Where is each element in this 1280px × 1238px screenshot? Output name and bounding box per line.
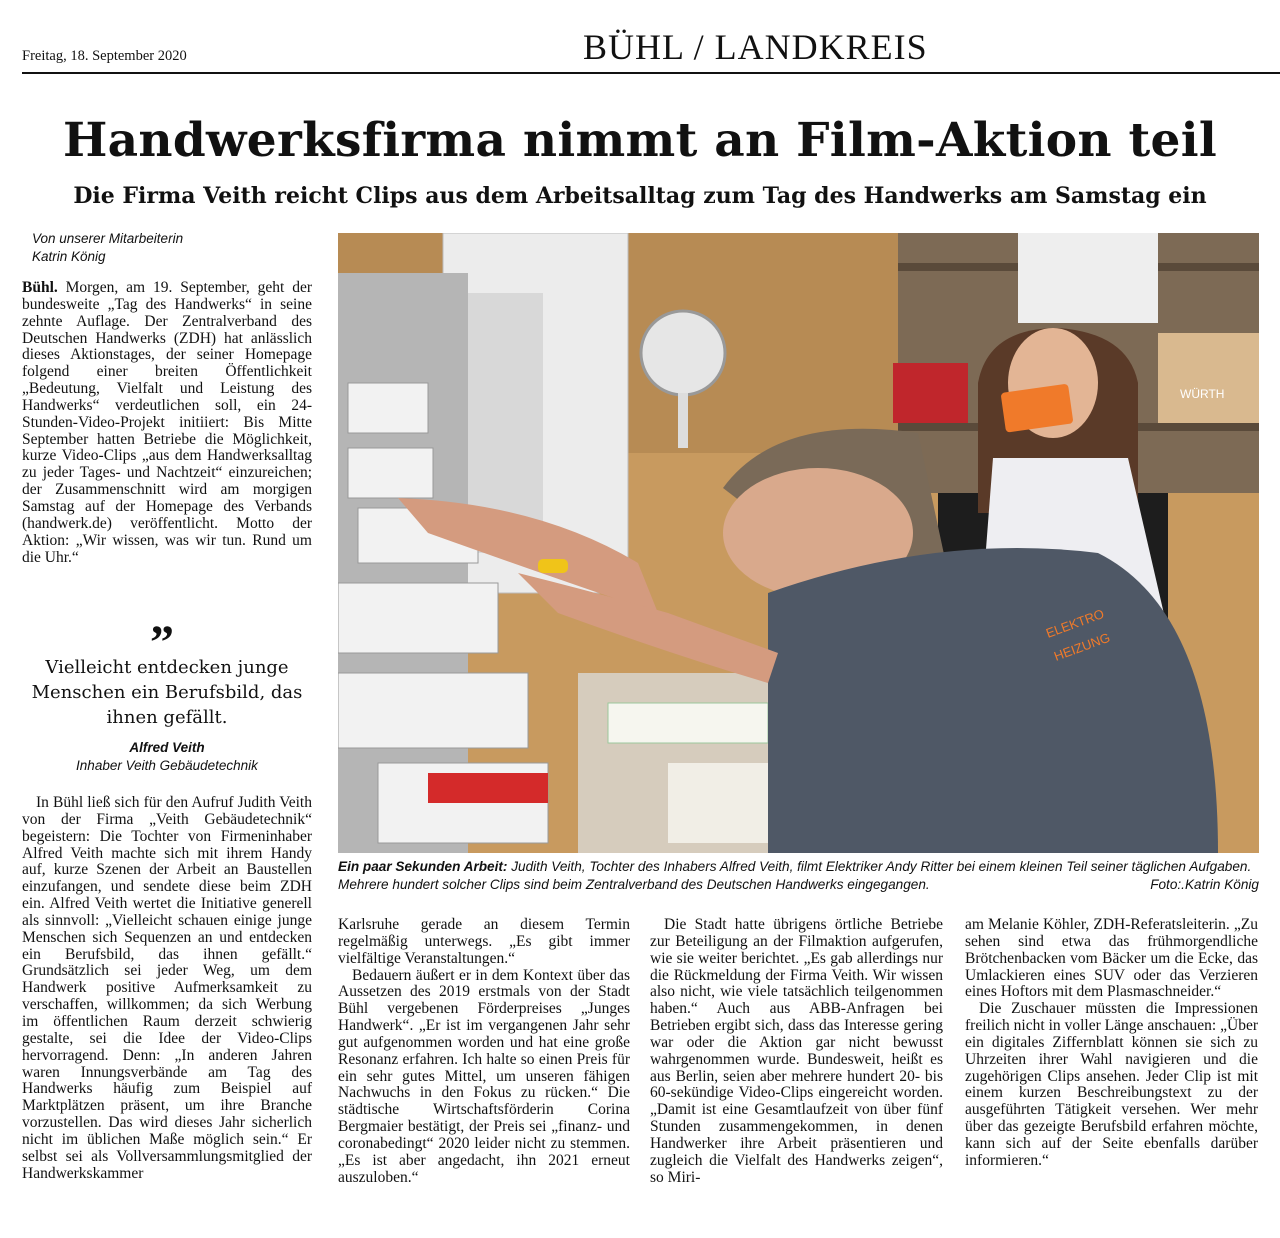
paragraph: Karlsruhe gerade an diesem Termin regelmäßig unterwegs. „Es gibt immer vielfältige Veranstaltungen.“ <box>338 916 630 967</box>
column-2 <box>338 917 630 1187</box>
paragraph: Die Zuschauer müssten die Impressionen freilich nicht in voller Länge anschauen: „Über ein digitales Ziffernblatt können sie sich zu Uhrzeiten ihrer Wahl navigieren und die zugehörigen Clips ansehen. Jeder Clip ist mit einem kurzen Beschreibungstext zu der ausgeführten Tätigkeit versehen. Wer mehr über das gezeigte Berufsbild erfahren möchte, kann sich auf der Seite ebenfalls darüber informieren.“ <box>965 1000 1258 1169</box>
quote-author-role: Inhaber Veith Gebäudetechnik <box>76 758 258 773</box>
caption-text: Judith Veith, Tochter des Inhabers Alfred Veith, filmt Elektriker Andy Ritter bei einem kleinen Teil seiner täglichen Aufgaben. Mehrere hundert solcher Clips sind beim Zentralverband des Deutschen Handwerks eingegangen. <box>338 859 1252 892</box>
subheadline: Die Firma Veith reicht Clips aus dem Arbeitsalltag zum Tag des Handwerks am Samstag ein <box>73 183 1207 209</box>
red-box <box>893 363 968 423</box>
byline-author: Katrin König <box>32 249 106 264</box>
column-4 <box>965 917 1258 1170</box>
paragraph: Bedauern äußert er in dem Kontext über das Aussetzen des 2019 erstmals von der Stadt Bühl vergebenen Förderpreises „Junges Handwerk“. „Er ist im vergangenen Jahr sehr gut aufgenommen worden und hat eine große Resonanz erfahren. Ich halte so einen Preis für ein sehr gutes Mittel, um unseren fähigen Nachwuchs in den Fokus zu rücken.“ Die städtische Wirtschaftsförderin Corina Bergmaier bestätigt, der Preis sei „finanz- und coronabedingt“ 2020 leider nicht zu stemmen. „Es ist aber angedacht, ihn 2021 erneut auszuloben.“ <box>338 966 630 1186</box>
fan-icon <box>641 311 725 395</box>
byline-role: Von unserer Mitarbeiterin <box>32 231 184 246</box>
paragraph: In Bühl ließ sich für den Aufruf Judith Veith von der Firma „Veith Gebäudetechnik“ begeistern: Die Tochter von Firmeninhaber Alfred Veith machte sich mit ihrem Handy auf, kurze Szenen der Arbeit an Baustellen einzufangen, und sendete diese beim ZDH ein. Alfred Veith wertet die Initiative generell als sinnvoll: „Vielleicht schauen einige junge Menschen sich Sequenzen an und entdecken ein Berufsbild, das ihnen gefällt.“ Grundsätzlich sei jeder Weg, um dem Handwerk positive Aufmerksamkeit zu verschaffen, willkommen; da sich Werbung im öffentlichen Raum derzeit schwierig gestalte, sei die Idee der Video-Clips hervorragend. Denn: „In anderen Jahren waren Innungsverbände am Tag des Handwerks häufig zum Beispiel auf Marktplätzen präsent, um ihre Branche vorzustellen. Das wird dieses Jahr sicherlich nicht im üblichen Maße möglich sein.“ Er selbst sei als Vollversammlungsmitglied der Handwerkskammer <box>22 794 312 1182</box>
byline <box>32 230 183 266</box>
box-label: WÜRTH <box>1180 387 1225 401</box>
paragraph: Die Stadt hatte übrigens örtliche Betriebe zur Beteiligung an der Filmaktion aufgerufen, wie sie weiter berichtet. „Es gab allerdings nur die Rückmeldung der Firma Veith. Wir wissen also nicht, wie viele tatsächlich teilgenommen haben.“ Auch aus ABB-Anfragen bei Betrieben ergibt sich, dass das Interesse gering war oder die Aktion gar nicht bewusst wahrgenommen wurde. Bundesweit, heißt es aus Berlin, seien aber mehrere hundert 20- bis 60-sekündige Video-Clips eingereicht worden. „Damit ist eine Gesamtlaufzeit von über fünf Stunden zusammengekommen, in denen Handwerker ihre Arbeit präsentieren und zugleich die Vielfalt des Handwerks zeigen“, so Miri- <box>650 916 943 1186</box>
pull-quote: Vielleicht entdecken junge Menschen ein Berufsbild, das ihnen gefällt. <box>31 657 303 728</box>
paragraph: am Melanie Köhler, ZDH-Referatsleiterin. „Zu sehen sind etwa das frühmorgendliche Brötchenbacken vom Bäcker um die Ecke, das Umlackieren eines SUV oder das Verzieren eines Hoftors mit dem Plasmaschneider.“ <box>965 916 1258 1001</box>
shirt-text-2: HEIZUNG <box>1051 629 1112 664</box>
headline: Handwerksfirma nimmt an Film-Aktion teil <box>62 113 1218 168</box>
caption-lead: Ein paar Sekunden Arbeit: <box>338 859 508 874</box>
shirt-text-1: ELEKTRO <box>1043 605 1107 641</box>
photo-credit: Foto:.Katrin König <box>1150 877 1259 892</box>
quote-author: Alfred Veith <box>129 740 205 755</box>
cardboard-box <box>1158 333 1259 423</box>
column-1-bottom <box>22 795 312 1182</box>
column-1-top <box>22 280 312 566</box>
dateline: Bühl. <box>22 279 58 296</box>
screwdriver-icon <box>538 559 568 573</box>
photo-caption <box>338 858 1259 894</box>
article-photo <box>338 233 1259 853</box>
issue-date: Freitag, 18. September 2020 <box>22 48 187 64</box>
quote-mark-icon: ” <box>150 616 174 669</box>
paragraph: Bühl. Morgen, am 19. September, geht der bundesweite „Tag des Handwerks“ in seine zehnte Auflage. Der Zentralverband des Deutschen Handwerks (ZDH) hat anlässlich dieses Aktionstages, der seiner Homepage folgend einer breiten Öffentlichkeit „Bedeutung, Vielfalt und Leistung des Handwerks“ verdeutlichen soll, ein 24-Stunden-Video-Projekt initiiert: Bis Mitte September hatten Betriebe die Möglichkeit, kurze Video-Clips „aus dem Handwerksalltag zu jeder Tages- und Nachtzeit“ einzureichen; der Zusammenschnitt wird am morgigen Samstag auf der Homepage des Verbands (handwerk.de) veröffentlicht. Motto der Aktion: „Wir wissen, was wir tun. Rund um die Uhr.“ <box>22 279 312 566</box>
column-3 <box>650 917 943 1187</box>
red-terminals <box>428 773 548 803</box>
header-rule <box>22 72 1280 74</box>
section-title: BÜHL / LANDKREIS <box>583 27 928 67</box>
